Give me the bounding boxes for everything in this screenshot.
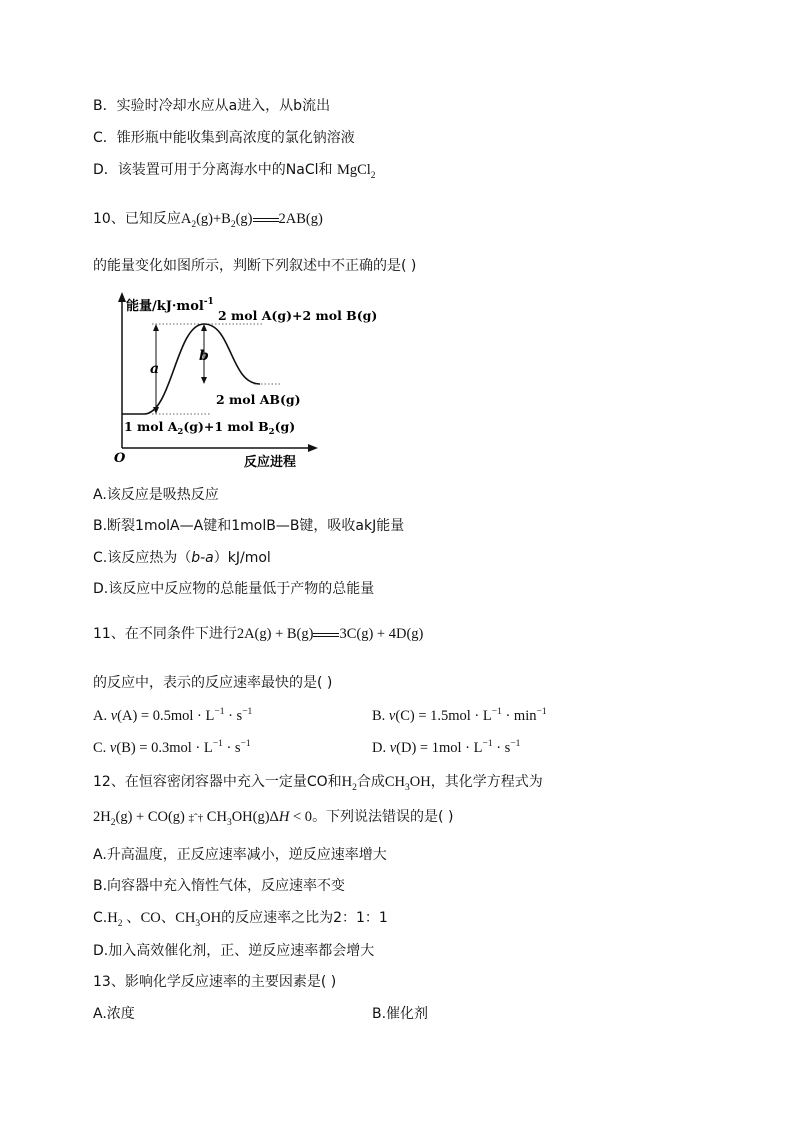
product-label: 2 mol AB(g) [216, 392, 301, 407]
label-b: b [199, 348, 209, 364]
q9-option-b: B．实验时冷却水应从a进入，从b流出 [93, 98, 331, 114]
reversible-arrow-icon: ‡ˆ† [188, 812, 204, 824]
q11-equation: 2A(g) + B(g) 3C(g) + 4D(g) [236, 626, 424, 642]
equals-arrow-icon [253, 215, 279, 225]
q12-option-c: $C.H_2$ 、CO、$CH_3OH$的反应速率之比为2：1：1 [93, 910, 388, 929]
q13-stem: 13、影响化学反应速率的主要因素是( ) [93, 974, 337, 990]
y-axis-arrow-icon [118, 292, 126, 302]
arrow-a-up-icon [153, 324, 159, 331]
q9-option-c: C．锥形瓶中能收集到高浓度的氯化钠溶液 [93, 130, 355, 146]
q12-option-a: A.升高温度，正反应速率减小，逆反应速率增大 [93, 847, 387, 863]
q12-equation: $2H_2(g) + CO(g)$ ‡ˆ† $CH_3OH(g)\Delta H < 0$ [93, 809, 313, 828]
q10-option-b: B.断裂1molA—A键和1molB—B键，吸收akJ能量 [93, 518, 405, 534]
y-axis-label: 能量/kJ·mol$^{-1}$ [126, 297, 214, 314]
q13-option-a: A.浓度 [93, 1006, 135, 1022]
q11-option-d: D. $v(D) = 1mol \cdot L^{-1} \cdot s^{-1}$ [372, 739, 521, 756]
origin-label: O [114, 451, 126, 466]
q12-option-d: D.加入高效催化剂，正、逆反应速率都会增大 [93, 943, 375, 959]
x-axis-label: 反应进程 [244, 455, 297, 470]
q10-option-d: D.该反应中反应物的总能量低于产物的总能量 [93, 581, 375, 597]
equals-arrow-icon [313, 630, 339, 640]
q11-stem: 的反应中，表示的反应速率最快的是( ) [93, 675, 333, 691]
label-a: a [150, 361, 160, 377]
q10-option-a: A.该反应是吸热反应 [93, 487, 219, 503]
q12-option-b: B.向容器中充入惰性气体，反应速率不变 [93, 878, 346, 894]
top-level-label: 2 mol A(g)+2 mol B(g) [218, 308, 378, 323]
arrow-b-up-icon [201, 324, 207, 331]
q10-stem: 的能量变化如图所示，判断下列叙述中不正确的是( ) [93, 258, 417, 274]
energy-diagram [112, 290, 382, 470]
q10-option-c: C.该反应热为（b-a）kJ/mol [93, 550, 271, 566]
mgcl2-formula: MgCl$_2$ [336, 162, 376, 181]
q12-equation-line: $2H_2(g) + CO(g)$ ‡ˆ† $CH_3OH(g)\Delta H < 0$。下列说法错误的是( ) [93, 809, 454, 828]
arrow-b-down-icon [201, 377, 207, 384]
q11-option-a: A. $v(A) = 0.5mol \cdot L^{-1} \cdot s^{-1}$ [93, 707, 253, 724]
q11-equation-line: 11、在不同条件下进行2A(g) + B(g) 3C(g) + 4D(g) [93, 626, 424, 642]
q11-option-b: B. $v(C) = 1.5mol \cdot L^{-1} \cdot \min^{-1}$ [372, 707, 547, 724]
q10-equation-line: 10、已知反应$A_2(g)+B_2(g)$ 2AB(g) [93, 211, 323, 230]
reactant-label: 1 mol $A_2(g)+1$ mol $B_2(g)$ [124, 419, 296, 437]
q11-option-c: C. $v(B) = 0.3mol \cdot L^{-1} \cdot s^{-1}$ [93, 739, 251, 756]
q9-option-d: D．该装置可用于分离海水中的NaCl和 MgCl$_2$ [93, 162, 376, 181]
x-axis-arrow-icon [308, 444, 318, 452]
q12-stem: 12、在恒容密闭容器中充入一定量CO和$H_2$合成$CH_3OH$，其化学方程式为 [93, 774, 543, 793]
q10-equation: $A_2(g)+B_2(g)$ 2AB(g) [180, 211, 323, 230]
q13-option-b: B.催化剂 [372, 1006, 429, 1022]
